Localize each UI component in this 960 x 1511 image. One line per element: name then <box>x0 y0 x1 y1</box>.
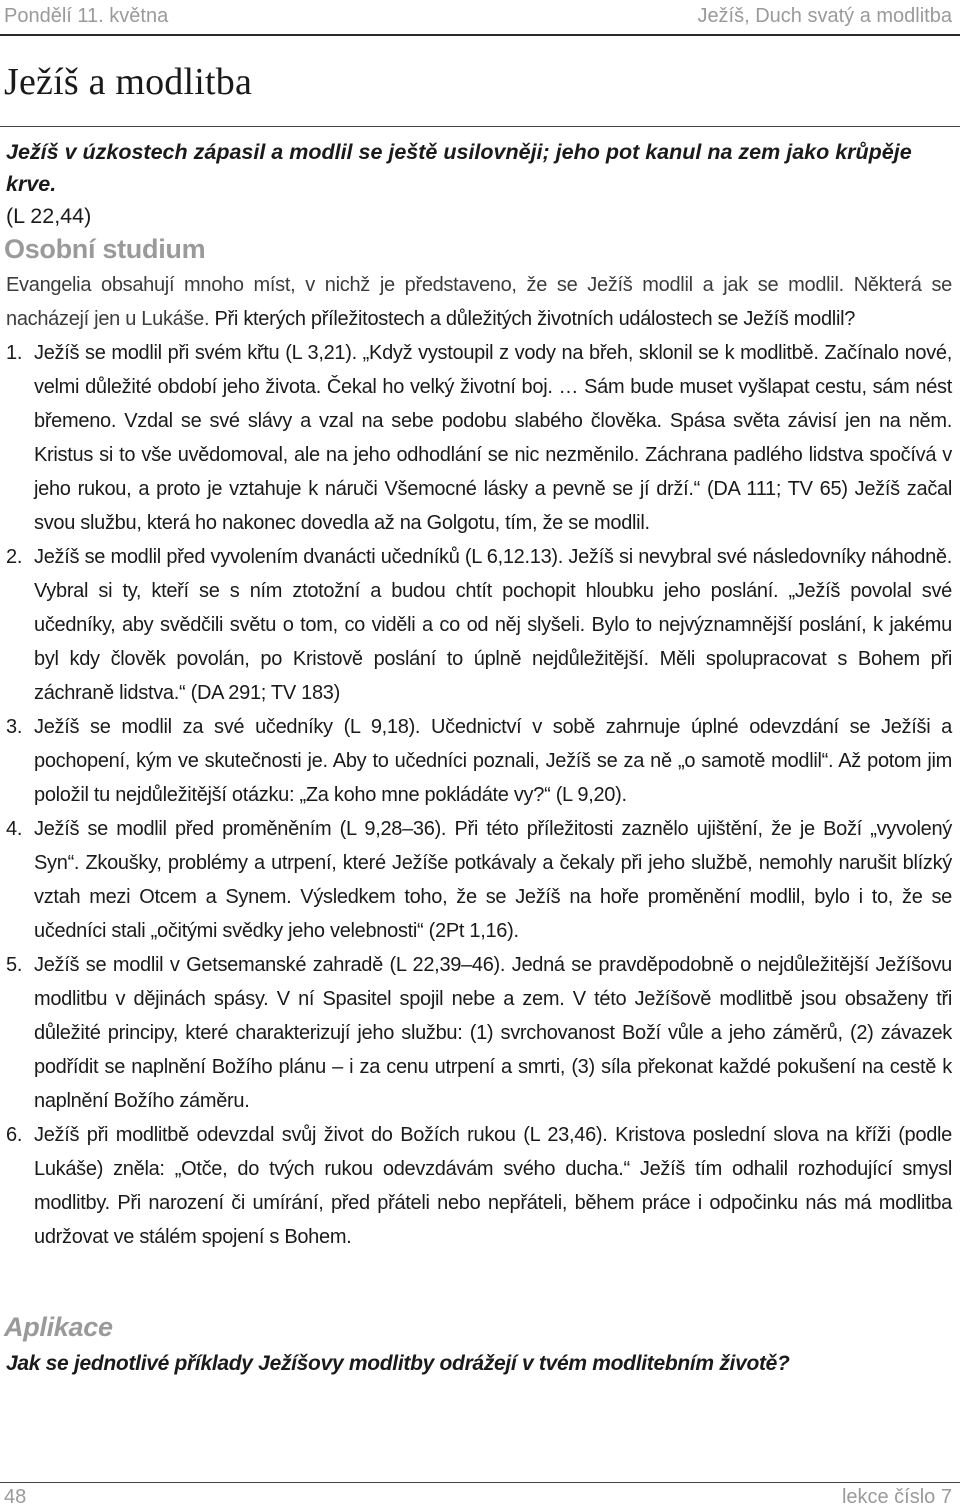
list-item-number: 3. <box>6 716 23 738</box>
list-item-text: Ježíš se modlil při svém křtu (L 3,21). „Když vystoupil z vody na břeh, sklonil se k modlitbě. Začínalo nové, velmi důležité období jeho života. Čekal ho velký životní boj. … Sám bude muset vyšlapat cestu, sám nést břemeno. Vzdal se své slávy a vzal na sebe podobu slabého člověka. Spása světa závisí jen na něm. Kristus si to vše uvědomoval, ale na jeho odhodlání se nic nezměnilo. Záchrana padlého lidstva spočívá v jeho rukou, a proto je vztahuje k náruči Všemocné lásky a pevně se jí drží.“ (DA 111; TV 65) Ježíš začal svou službu, která ho nakonec dovedla až na Golgotu, tím, že se modlil. <box>34 342 952 534</box>
header-divider <box>0 34 960 36</box>
study-list <box>6 336 952 1254</box>
list-item <box>6 336 952 540</box>
list-item <box>6 1118 952 1254</box>
page-number: 48 <box>4 1486 27 1508</box>
list-item-text: Ježíš se modlil před vyvolením dvanácti učedníků (L 6,12.13). Ježíš si nevybral své následovníky náhodně. Vybral si ty, kteří se s ním ztotožní a budou chtít pochopit hloubku jeho poslání. „Ježíš povolal své učedníky, aby svědčili světu o tom, co viděli a co od něj slyšeli. Bylo to nejvýznamnější poslání, k jakému byl kdy člověk povolán, po Kristově poslání to úplně nejdůležitější. Měli spolupracovat s Bohem při záchraně lidstva.“ (DA 291; TV 183) <box>34 546 952 704</box>
study-intro-text: Evangelia obsahují mnoho míst, v nichž je představeno, že se Ježíš modlil a jak se modlil. Některá se nacházejí jen u Lukáše. <box>6 274 952 330</box>
list-item <box>6 812 952 948</box>
list-item-text: Ježíš se modlil za své učedníky (L 9,18). Učednictví v sobě zahrnuje úplné odevzdání se Ježíši a pochopení, kým ve skutečnosti je. Aby to učedníci poznali, Ježíš se za ně „o samotě modlil“. Až potom jim položil tu nejdůležitější otázku: „Za koho mne pokládáte vy?“ (L 9,20). <box>34 716 952 806</box>
list-item-number: 1. <box>6 342 23 364</box>
study-intro <box>6 268 952 336</box>
list-item <box>6 540 952 710</box>
list-item-number: 6. <box>6 1124 23 1146</box>
list-item-number: 5. <box>6 954 23 976</box>
list-item <box>6 710 952 812</box>
list-item-number: 4. <box>6 818 23 840</box>
memory-verse-reference: (L 22,44) <box>6 204 92 228</box>
memory-verse-text: Ježíš v úzkostech zápasil a modlil se ještě usilovněji; jeho pot kanul na zem jako krůpěje krve. <box>6 140 912 196</box>
list-item-number: 2. <box>6 546 23 568</box>
application-heading: Aplikace <box>4 1312 113 1342</box>
memory-verse <box>6 136 950 232</box>
study-body <box>6 268 952 1254</box>
running-header <box>4 2 952 30</box>
list-item-text: Ježíš se modlil v Getsemanské zahradě (L 22,39–46). Jedná se pravděpodobně o nejdůležitější Ježíšovu modlitbu v dějinách spásy. V ní Spasitel spojil nebe a zem. V této Ježíšově modlitbě jsou obsaženy tři důležité principy, které charakterizují jeho službu: (1) svrchovanost Boží vůle a jeho záměrů, (2) závazek podřídit se naplnění Božího plánu – i za cenu utrpení a smrti, (3) síla překonat každé pokušení na cestě k naplnění Božího záměru. <box>34 954 952 1112</box>
header-date: Pondělí 11. května <box>4 4 169 27</box>
list-item <box>6 948 952 1118</box>
list-item-text: Ježíš se modlil před proměněním (L 9,28–36). Při této příležitosti zaznělo ujištění, že je Boží „vyvolený Syn“. Zkoušky, problémy a utrpení, které Ježíše potkávaly a čekaly při jeho službě, nemohly narušit blízký vztah mezi Otcem a Synem. Výsledkem toho, že se Ježíš na hoře proměnění modlil, bylo i to, že se učedníci stali „očitými svědky jeho velebnosti“ (2Pt 1,16). <box>34 818 952 942</box>
footer-divider <box>0 1482 960 1483</box>
study-question: Při kterých příležitostech a důležitých životních událostech se Ježíš modlil? <box>214 308 856 330</box>
lesson-label: lekce číslo 7 <box>841 1486 952 1508</box>
study-heading: Osobní studium <box>4 234 206 264</box>
list-item-text: Ježíš při modlitbě odevzdal svůj život do Božích rukou (L 23,46). Kristova poslední slova na kříži (podle Lukáše) zněla: „Otče, do tvých rukou odevzdávám svého ducha.“ Ježíš tím odhalil rozhodující smysl modlitby. Při narození či umírání, před přáteli nebo nepřáteli, během práce i odpočinku nás má modlitba udržovat ve stálém spojení s Bohem. <box>34 1124 952 1248</box>
application-question: Jak se jednotlivé příklady Ježíšovy modlitby odrážejí v tvém modlitebním životě? <box>6 1352 790 1375</box>
running-footer <box>4 1486 952 1509</box>
title-divider <box>0 126 960 127</box>
header-topic: Ježíš, Duch svatý a modlitba <box>697 4 952 27</box>
page-title: Ježíš a modlitba <box>4 61 253 103</box>
